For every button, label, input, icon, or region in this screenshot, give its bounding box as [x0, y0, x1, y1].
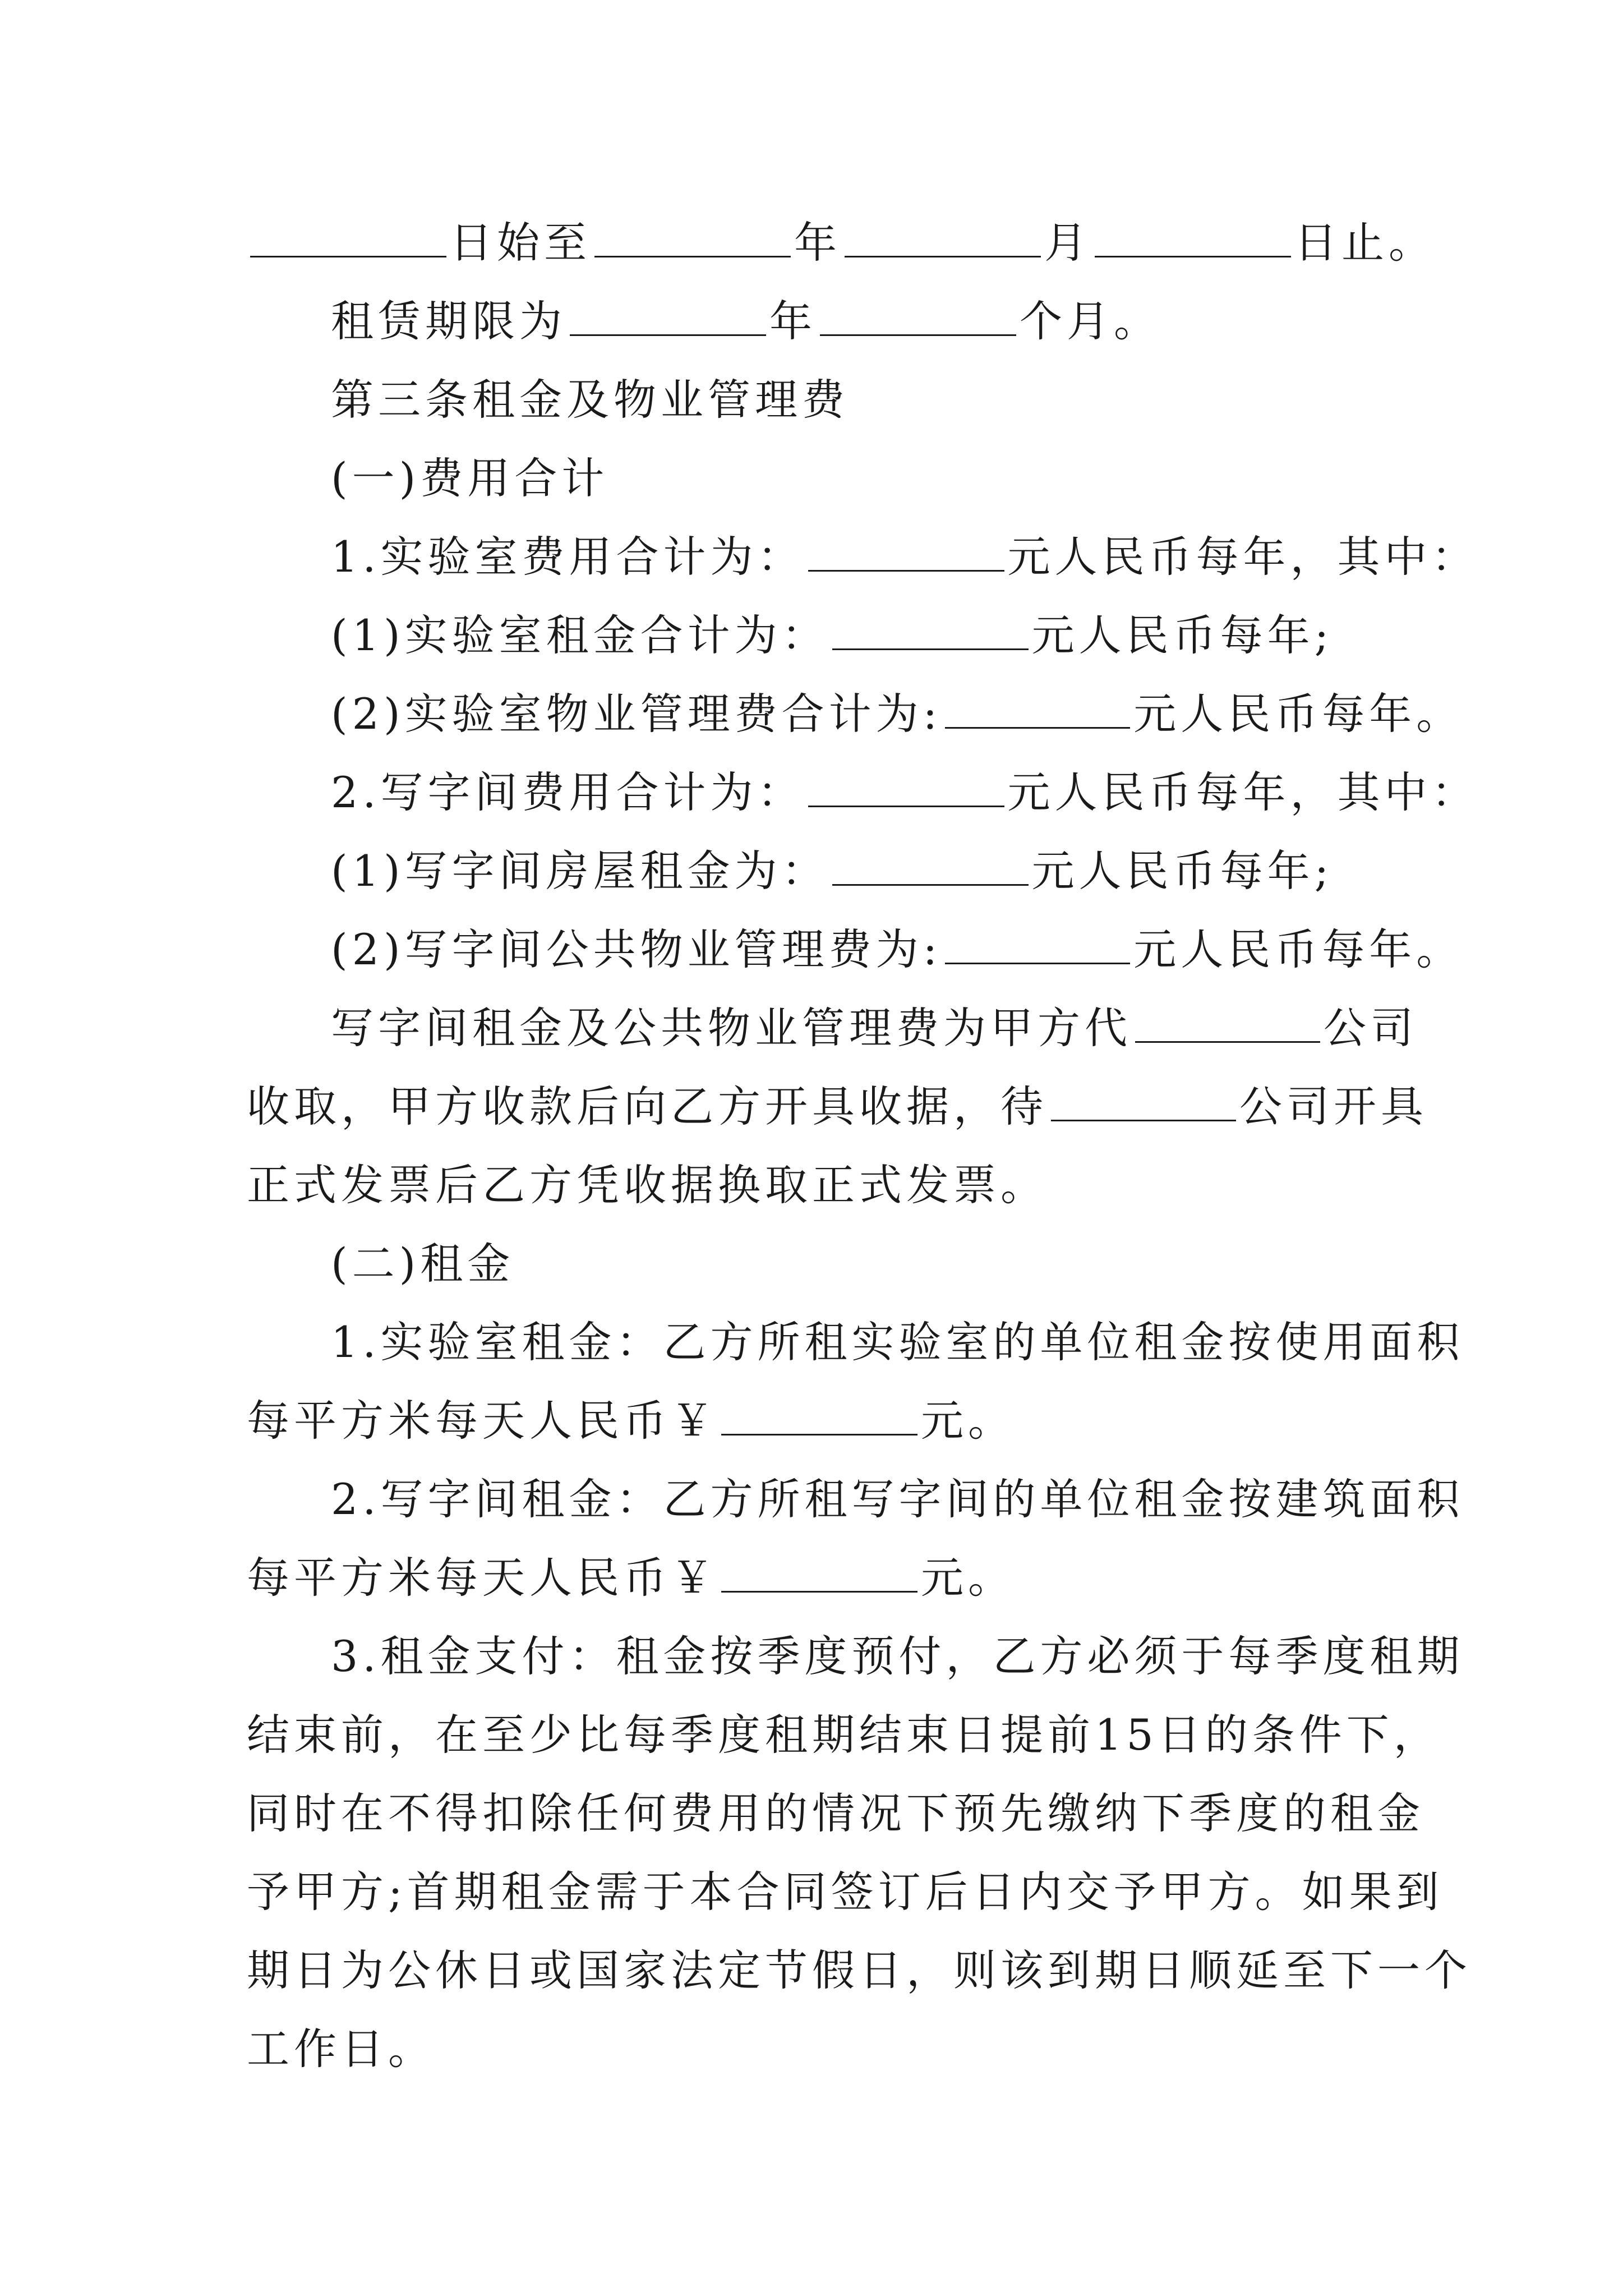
text: 每平方米每天人民币￥ [247, 1396, 718, 1446]
line-22 [0, 1865, 1623, 1921]
line-20 [0, 1708, 1623, 1764]
text: (二)租金 [331, 1239, 515, 1289]
text: 租赁期限为 [331, 296, 566, 346]
line-12 [0, 1080, 1623, 1136]
blank-field[interactable] [808, 531, 1004, 572]
line-19 [0, 1630, 1623, 1686]
text: 2.写字间租金：乙方所租写字间的单位租金按建筑面积 [331, 1474, 1464, 1524]
line-15 [0, 1315, 1623, 1372]
line-24 [0, 2022, 1623, 2078]
text: 元人民币每年，其中： [1007, 532, 1479, 582]
text: 元人民币每年。 [1133, 924, 1464, 974]
blank-field[interactable] [808, 766, 1004, 807]
text: 个月。 [1020, 296, 1161, 346]
blank-field[interactable] [1051, 1080, 1236, 1121]
text: 元人民币每年，其中： [1007, 767, 1479, 817]
blank-field[interactable] [570, 295, 766, 336]
blank-field[interactable] [845, 217, 1041, 257]
text: (1)写字间房屋租金为： [331, 846, 829, 896]
text: 元人民币每年; [1031, 610, 1334, 660]
blank-field[interactable] [832, 845, 1029, 886]
text: (2)实验室物业管理费合计为: [331, 689, 942, 739]
text: 2.写字间费用合计为： [331, 767, 805, 817]
line-23 [0, 1944, 1623, 2000]
text: (1)实验室租金合计为： [331, 610, 829, 660]
line-6 [0, 609, 1623, 665]
line-13 [0, 1158, 1623, 1214]
blank-field[interactable] [250, 217, 446, 257]
article-heading [0, 373, 1623, 429]
blank-field[interactable] [832, 609, 1029, 650]
text: 年 [769, 296, 817, 346]
text: 元。 [921, 1553, 1015, 1603]
blank-field[interactable] [1135, 1002, 1320, 1043]
text: 正式发票后乙方凭收据换取正式发票。 [247, 1160, 1048, 1210]
text: 日止。 [1294, 218, 1436, 268]
text: 结束前，在至少比每季度租期结束日提前15日的条件下， [247, 1710, 1441, 1760]
line-10 [0, 923, 1623, 979]
blank-field[interactable] [721, 1552, 917, 1593]
text: 期日为公休日或国家法定节假日，则该到期日顺延至下一个 [247, 1945, 1472, 1995]
text: 第三条租金及物业管理费 [331, 375, 849, 425]
line-5 [0, 530, 1623, 586]
blank-field[interactable] [820, 295, 1016, 336]
text: 收取，甲方收款后向乙方开具收据，待 [247, 1082, 1048, 1131]
line-8 [0, 766, 1623, 822]
text: (一)费用合计 [331, 453, 609, 503]
text: 公司开具 [1239, 1082, 1428, 1131]
text: 工作日。 [247, 2024, 435, 2074]
line-21 [0, 1787, 1623, 1843]
blank-field[interactable] [945, 688, 1130, 729]
line-18 [0, 1551, 1623, 1607]
text: 元。 [921, 1396, 1015, 1446]
blank-field[interactable] [594, 217, 791, 257]
text: 予甲方;首期租金需于本合同签订后日内交予甲方。如果到 [247, 1867, 1444, 1917]
text: 公司 [1324, 1003, 1418, 1053]
blank-field[interactable] [721, 1395, 917, 1435]
text: 月 [1044, 218, 1091, 268]
line-1 [0, 216, 1623, 272]
text: 日始至 [450, 218, 591, 268]
text: 1.实验室费用合计为： [331, 532, 805, 582]
line-17 [0, 1473, 1623, 1529]
text: 同时在不得扣除任何费用的情况下预先缴纳下季度的租金 [247, 1788, 1424, 1838]
text: (2)写字间公共物业管理费为: [331, 924, 942, 974]
line-11 [0, 1001, 1623, 1057]
line-2 [0, 295, 1623, 351]
line-9 [0, 844, 1623, 900]
text: 每平方米每天人民币￥ [247, 1553, 718, 1603]
blank-field[interactable] [945, 923, 1130, 964]
text: 元人民币每年。 [1133, 689, 1464, 739]
section-heading [0, 1237, 1623, 1293]
text: 年 [794, 218, 841, 268]
text: 1.实验室租金：乙方所租实验室的单位租金按使用面积 [331, 1317, 1464, 1367]
text: 元人民币每年; [1031, 846, 1334, 896]
text: 3.租金支付：租金按季度预付，乙方必须于每季度租期 [331, 1631, 1464, 1681]
text: 写字间租金及公共物业管理费为甲方代 [331, 1003, 1132, 1053]
line-16 [0, 1394, 1623, 1450]
blank-field[interactable] [1095, 217, 1291, 257]
section-heading [0, 452, 1623, 508]
line-7 [0, 687, 1623, 743]
